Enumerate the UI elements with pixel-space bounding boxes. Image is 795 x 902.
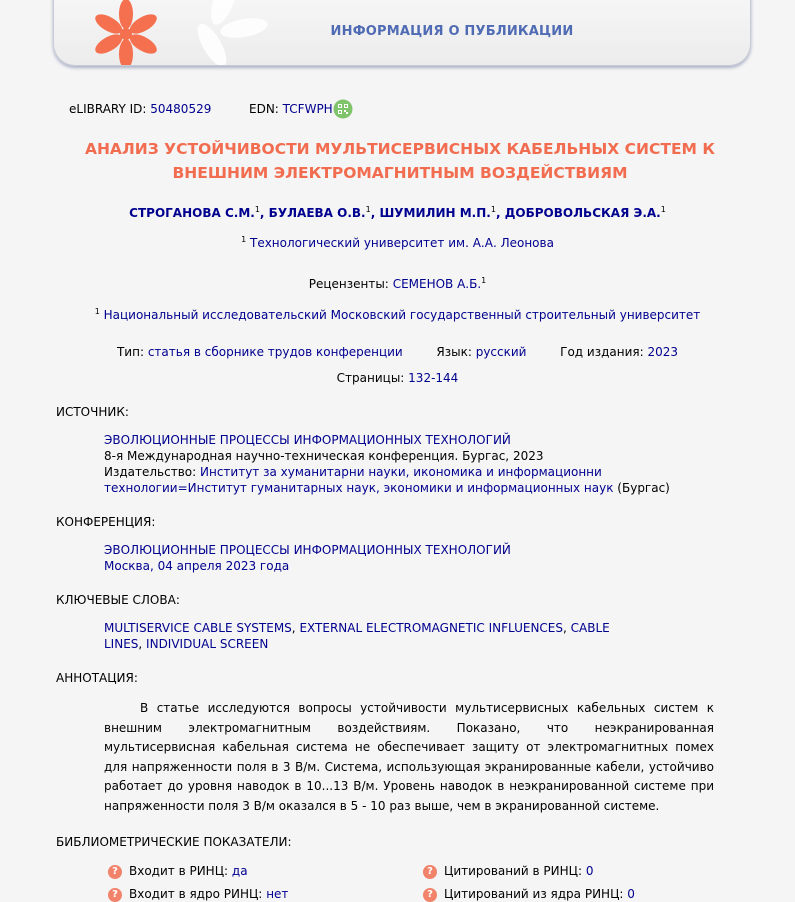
keywords-heading: КЛЮЧЕВЫЕ СЛОВА:: [56, 593, 180, 607]
author-sup: 1: [365, 205, 371, 214]
affiliation-sup: 1: [94, 307, 100, 316]
language-label: Язык:: [436, 345, 472, 359]
publication-title: [80, 137, 720, 185]
publication-meta: [0, 345, 795, 359]
source-link[interactable]: ЭВОЛЮЦИОННЫЕ ПРОЦЕССЫ ИНФОРМАЦИОННЫХ ТЕХНОЛОГИЙ: [104, 433, 511, 447]
source-heading: ИСТОЧНИК:: [56, 405, 129, 419]
citations-label: Цитирований в РИНЦ:: [444, 864, 583, 878]
keyword-separator: ,: [138, 637, 147, 651]
affiliation-2: [0, 308, 795, 322]
citations-core-row: [423, 887, 635, 902]
rinc-core-value[interactable]: нет: [266, 887, 289, 901]
reviewers-label: Рецензенты:: [308, 277, 389, 291]
elibrary-id-label: eLIBRARY ID:: [69, 102, 147, 116]
conference-block: [104, 542, 714, 574]
author-link[interactable]: СТРОГАНОВА С.М.: [129, 206, 255, 220]
author-sup: 1: [660, 205, 666, 214]
keyword-link[interactable]: MULTISERVICE CABLE SYSTEMS: [104, 621, 292, 635]
affiliation-1-link[interactable]: Технологический университет им. А.А. Леонова: [249, 236, 554, 250]
edn-label: EDN:: [249, 102, 279, 116]
affiliation-1: [0, 236, 795, 250]
keyword-separator: ,: [563, 621, 571, 635]
pages-label: Страницы:: [336, 371, 405, 385]
keyword-link[interactable]: INDIVIDUAL SCREEN: [146, 637, 269, 651]
rinc-value[interactable]: да: [231, 864, 248, 878]
publisher-city: (Бургас): [617, 481, 670, 495]
author-sup: 1: [254, 205, 260, 214]
author-separator: ,: [259, 206, 269, 220]
type-value[interactable]: статья в сборнике трудов конференции: [147, 345, 403, 359]
publisher-link[interactable]: Институт за хуманитарни науки, икономика и информационни технологии=Институт гуманитарных наук, экономики и информационных наук: [104, 465, 614, 495]
identifiers: [69, 102, 333, 116]
abstract-text: В статье исследуются вопросы устойчивости мультисервисных кабельных систем к внешним электромагнитным воздействиям. Показано, что неэкранированная мультисервисная кабельная система не обеспечивает защиту от электромагнитных помех для напряженности поля в 3 В/м. Система, использующая экранированные кабели, устойчиво работает до уровня наводок в 10...13 В/м. Уровень наводок в неэкранированной системе при напряженности поля 3 В/м оказался в 5 - 10 раз выше, чем в экранированной системе.: [104, 701, 714, 813]
keyword-link[interactable]: CABLE LINES: [104, 621, 610, 651]
abstract-heading: АННОТАЦИЯ:: [56, 671, 138, 685]
conference-heading: КОНФЕРЕНЦИЯ:: [56, 515, 156, 529]
author-link[interactable]: ШУМИЛИН М.П.: [379, 206, 491, 220]
bibliometrics-heading: БИБЛИОМЕТРИЧЕСКИЕ ПОКАЗАТЕЛИ:: [56, 835, 292, 849]
citations-core-value[interactable]: 0: [627, 887, 635, 901]
title-line-1: АНАЛИЗ УСТОЙЧИВОСТИ МУЛЬТИСЕРВИСНЫХ КАБЕЛЬНЫХ СИСТЕМ К: [84, 140, 716, 158]
header-title: ИНФОРМАЦИЯ О ПУБЛИКАЦИИ: [330, 24, 574, 39]
publisher-label: Издательство:: [104, 465, 197, 479]
qr-code-icon[interactable]: [333, 99, 353, 119]
author-sup: 1: [490, 205, 496, 214]
help-icon[interactable]: ?: [108, 865, 122, 879]
rinc-row: [108, 864, 248, 879]
rinc-core-row: [108, 887, 288, 902]
keyword-link[interactable]: EXTERNAL ELECTROMAGNETIC INFLUENCES: [299, 621, 564, 635]
page-header: [53, 0, 751, 66]
year-label: Год издания:: [560, 345, 644, 359]
year-value[interactable]: 2023: [647, 345, 679, 359]
source-block: [104, 432, 714, 496]
type-label: Тип:: [116, 345, 144, 359]
keywords-block: [104, 620, 714, 652]
authors: [0, 206, 795, 220]
reviewer-sup: 1: [481, 276, 487, 285]
edn-link[interactable]: TCFWPH: [282, 102, 333, 116]
reviewer-link[interactable]: СЕМЕНОВ А.Б.: [392, 277, 482, 291]
pages-value: 132-144: [408, 371, 459, 385]
help-icon[interactable]: ?: [423, 865, 437, 879]
elibrary-id-link[interactable]: 50480529: [150, 102, 212, 116]
rinc-label: Входит в РИНЦ:: [129, 864, 229, 878]
affiliation-sup: 1: [241, 235, 247, 244]
author-link[interactable]: ДОБРОВОЛЬСКАЯ Э.А.: [504, 206, 661, 220]
reviewers: [0, 277, 795, 291]
source-conference-line: 8-я Международная научно-техническая конференция. Бургас, 2023: [104, 449, 544, 463]
language-value[interactable]: русский: [475, 345, 527, 359]
author-separator: ,: [495, 206, 505, 220]
author-link[interactable]: БУЛАЕВА О.В.: [268, 206, 366, 220]
title-line-2: ВНЕШНИМ ЭЛЕКТРОМАГНИТНЫМ ВОЗДЕЙСТВИЯМ: [172, 164, 628, 182]
conference-link[interactable]: ЭВОЛЮЦИОННЫЕ ПРОЦЕССЫ ИНФОРМАЦИОННЫХ ТЕХНОЛОГИЙ: [104, 543, 511, 557]
citations-row: [423, 864, 594, 879]
help-icon[interactable]: ?: [108, 888, 122, 902]
conference-place-date[interactable]: Москва, 04 апреля 2023 года: [104, 559, 290, 573]
help-icon[interactable]: ?: [423, 888, 437, 902]
pages-meta: [0, 371, 795, 385]
citations-core-label: Цитирований из ядра РИНЦ:: [444, 887, 624, 901]
keyword-separator: ,: [291, 621, 300, 635]
affiliation-2-link[interactable]: Национальный исследовательский Московский государственный строительный университет: [103, 308, 701, 322]
rinc-core-label: Входит в ядро РИНЦ:: [129, 887, 263, 901]
author-separator: ,: [370, 206, 380, 220]
source-publisher: [104, 464, 714, 496]
citations-value[interactable]: 0: [585, 864, 594, 878]
